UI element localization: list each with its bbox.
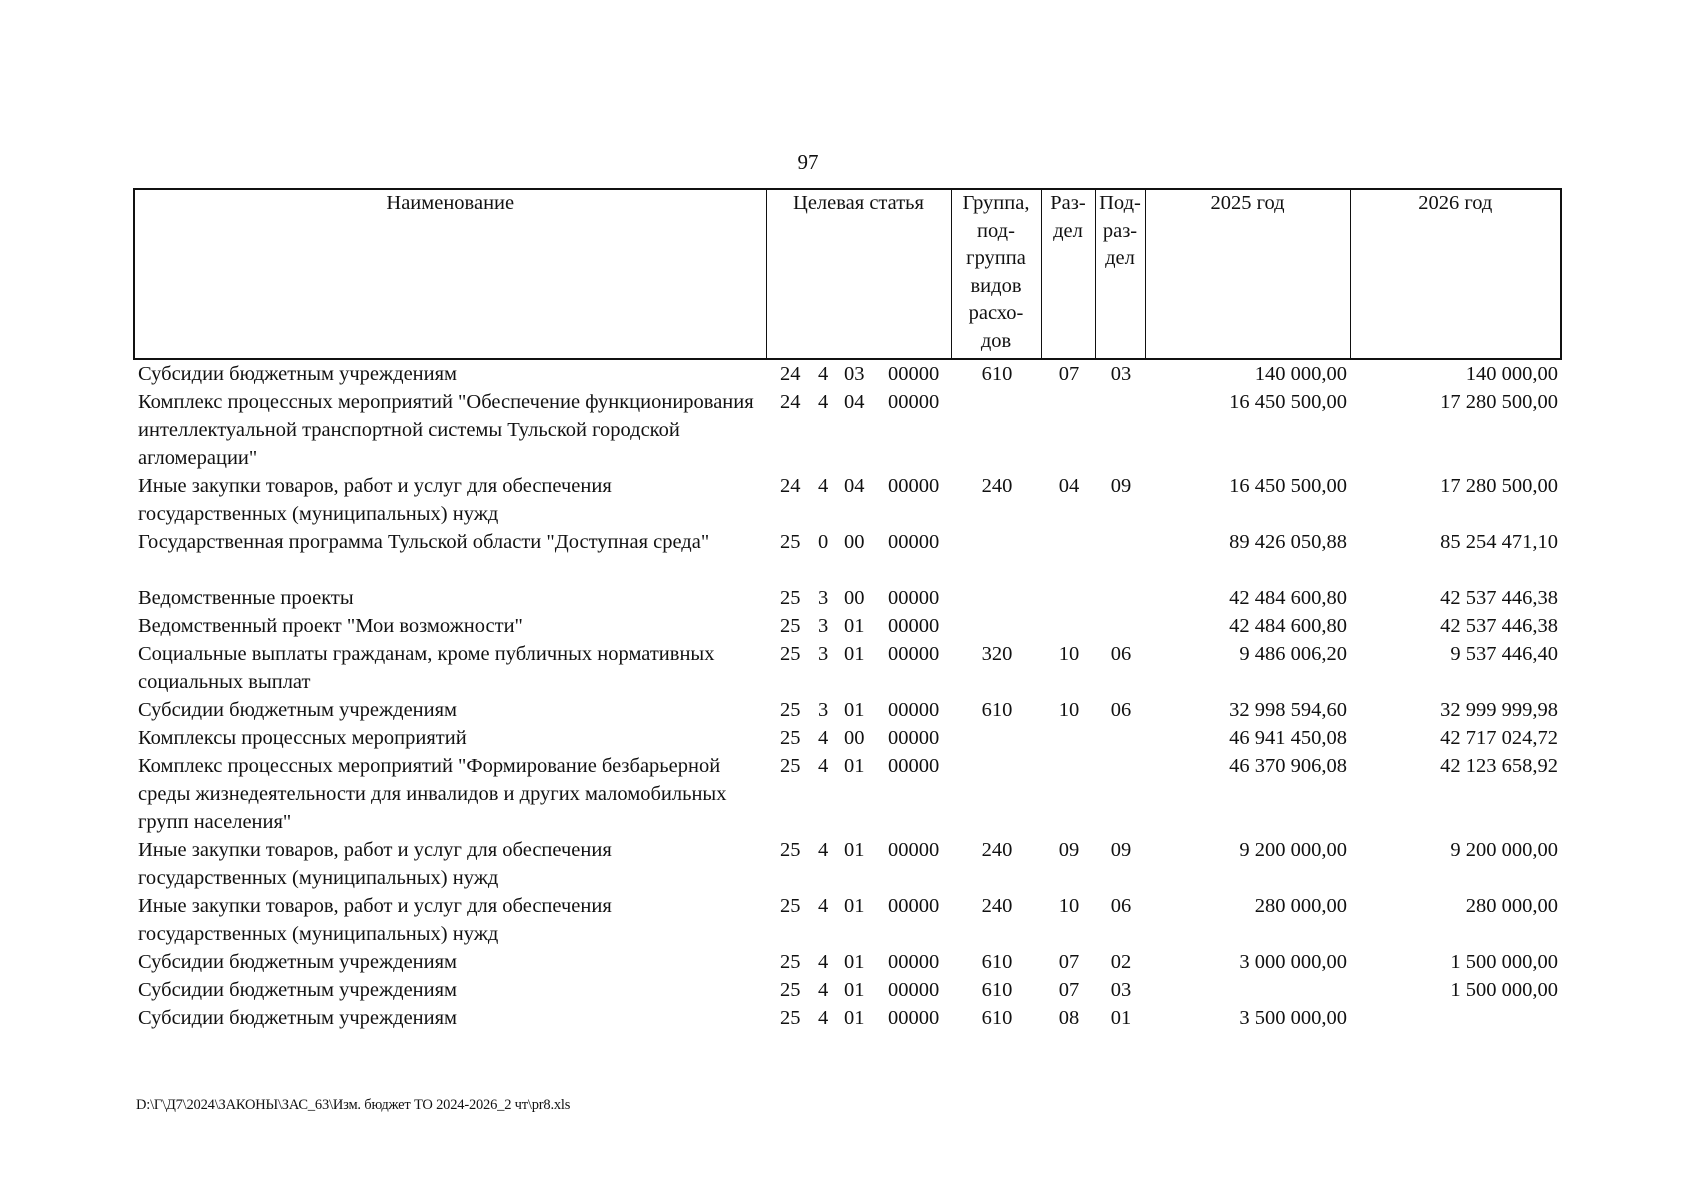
row-amount-2025: 9 200 000,00 [1239, 839, 1347, 861]
row-target-article [766, 1004, 951, 1032]
header-year-2025: 2025 год [1145, 189, 1350, 359]
table-body [134, 359, 1561, 1032]
target-article-part: 04 [844, 391, 865, 413]
row-subsection: 06 [1110, 643, 1132, 665]
row-amount-2025: 46 941 450,08 [1229, 727, 1347, 749]
target-article-part: 01 [844, 895, 865, 917]
row-subsection [1095, 584, 1145, 612]
row-subsection [1095, 752, 1145, 836]
row-expense-group [951, 612, 1041, 640]
row-section: 07 [1058, 951, 1080, 973]
row-expense-group [951, 584, 1041, 612]
target-article-part: 01 [844, 951, 865, 973]
row-target-article [766, 359, 951, 388]
row-amount-2026: 9 200 000,00 [1450, 839, 1558, 861]
target-article-part: 3 [818, 587, 829, 609]
row-section [1041, 584, 1095, 612]
row-name: Иные закупки товаров, работ и услуг для обеспечения государственных (муниципальных) нужд [138, 839, 612, 889]
row-amount-2025: 89 426 050,88 [1229, 531, 1347, 553]
row-name: Ведомственные проекты [138, 587, 354, 609]
row-expense-group: 610 [981, 979, 1013, 1001]
target-article-part: 4 [818, 727, 829, 749]
table-header-row [134, 189, 1561, 359]
row-name: Субсидии бюджетным учреждениям [138, 979, 458, 1001]
row-section [1041, 724, 1095, 752]
target-article-part: 00 [844, 587, 865, 609]
row-expense-group [951, 752, 1041, 836]
row-section [1041, 528, 1095, 584]
target-article-part: 4 [818, 475, 829, 497]
target-article-part: 01 [844, 699, 865, 721]
row-section: 08 [1058, 1007, 1080, 1029]
target-article-part: 00000 [888, 475, 940, 497]
row-section [1041, 388, 1095, 472]
row-amount-2026: 32 999 999,98 [1440, 699, 1558, 721]
header-expense-group: Группа, под- группа видов расхо- дов [951, 189, 1041, 359]
row-amount-2025: 46 370 906,08 [1229, 755, 1347, 777]
target-article-part: 3 [818, 643, 829, 665]
row-amount-2025 [1145, 976, 1350, 1004]
target-article-part: 00000 [888, 643, 940, 665]
row-section: 10 [1058, 895, 1080, 917]
row-subsection: 03 [1110, 363, 1132, 385]
target-article-part: 25 [780, 1007, 801, 1029]
row-amount-2026: 42 123 658,92 [1440, 755, 1558, 777]
target-article-part: 00000 [888, 699, 940, 721]
row-section: 07 [1058, 979, 1080, 1001]
row-subsection: 06 [1110, 699, 1132, 721]
row-subsection [1095, 528, 1145, 584]
target-article-part: 00000 [888, 587, 940, 609]
target-article-part: 01 [844, 615, 865, 637]
target-article-part: 4 [818, 1007, 829, 1029]
target-article-part: 4 [818, 839, 829, 861]
row-target-article [766, 528, 951, 584]
header-section: Раз- дел [1041, 189, 1095, 359]
row-target-article [766, 836, 951, 892]
row-section: 09 [1058, 839, 1080, 861]
target-article-part: 01 [844, 755, 865, 777]
row-expense-group: 610 [981, 699, 1013, 721]
target-article-part: 00000 [888, 615, 940, 637]
row-expense-group [951, 388, 1041, 472]
row-amount-2025: 42 484 600,80 [1229, 587, 1347, 609]
table-row [134, 528, 1561, 584]
target-article-part: 24 [780, 475, 801, 497]
row-target-article [766, 388, 951, 472]
target-article-part: 24 [780, 363, 801, 385]
row-amount-2026 [1350, 1004, 1561, 1032]
row-expense-group [951, 528, 1041, 584]
target-article-part: 00000 [888, 727, 940, 749]
target-article-part: 24 [780, 391, 801, 413]
row-target-article [766, 976, 951, 1004]
target-article-part: 00 [844, 727, 865, 749]
row-subsection: 06 [1110, 895, 1132, 917]
table-row [134, 612, 1561, 640]
table-row [134, 948, 1561, 976]
target-article-part: 25 [780, 951, 801, 973]
row-expense-group: 240 [981, 895, 1013, 917]
row-target-article [766, 696, 951, 724]
budget-table [133, 188, 1562, 1032]
row-target-article [766, 584, 951, 612]
row-name: Субсидии бюджетным учреждениям [138, 699, 458, 721]
target-article-part: 25 [780, 587, 801, 609]
target-article-part: 00000 [888, 839, 940, 861]
row-amount-2025: 280 000,00 [1254, 895, 1347, 917]
table-row [134, 359, 1561, 388]
table-row [134, 724, 1561, 752]
row-amount-2026: 17 280 500,00 [1440, 391, 1558, 413]
row-name: Субсидии бюджетным учреждениям [138, 951, 458, 973]
row-target-article [766, 640, 951, 696]
target-article-part: 00000 [888, 755, 940, 777]
row-amount-2026: 280 000,00 [1465, 895, 1558, 917]
row-target-article [766, 472, 951, 528]
table-row [134, 1004, 1561, 1032]
row-amount-2025: 42 484 600,80 [1229, 615, 1347, 637]
page-number: 97 [797, 150, 819, 174]
row-amount-2026: 42 717 024,72 [1440, 727, 1558, 749]
row-amount-2025: 140 000,00 [1254, 363, 1347, 385]
row-expense-group: 240 [981, 475, 1013, 497]
row-section: 10 [1058, 643, 1080, 665]
header-name: Наименование [134, 189, 766, 359]
target-article-part: 01 [844, 1007, 865, 1029]
target-article-part: 01 [844, 979, 865, 1001]
row-amount-2026: 1 500 000,00 [1450, 951, 1558, 973]
row-name: Субсидии бюджетным учреждениям [138, 1007, 458, 1029]
target-article-part: 25 [780, 699, 801, 721]
row-name: Иные закупки товаров, работ и услуг для обеспечения государственных (муниципальных) нужд [138, 475, 612, 525]
table-row [134, 752, 1561, 836]
row-section: 04 [1058, 475, 1080, 497]
row-amount-2025: 32 998 594,60 [1229, 699, 1347, 721]
target-article-part: 0 [818, 531, 829, 553]
row-subsection [1095, 612, 1145, 640]
row-name: Комплекс процессных мероприятий "Обеспечение функционирования интеллектуальной транспортной системы Тульской городской агломерации" [138, 391, 754, 469]
row-amount-2026: 42 537 446,38 [1440, 587, 1558, 609]
row-target-article [766, 948, 951, 976]
target-article-part: 4 [818, 363, 829, 385]
target-article-part: 01 [844, 839, 865, 861]
row-amount-2025: 9 486 006,20 [1239, 643, 1347, 665]
target-article-part: 4 [818, 979, 829, 1001]
row-subsection: 02 [1110, 951, 1132, 973]
target-article-part: 25 [780, 643, 801, 665]
row-target-article [766, 752, 951, 836]
target-article-part: 3 [818, 699, 829, 721]
row-subsection: 09 [1110, 475, 1132, 497]
target-article-part: 4 [818, 755, 829, 777]
row-name: Иные закупки товаров, работ и услуг для обеспечения государственных (муниципальных) нужд [138, 895, 612, 945]
row-subsection [1095, 388, 1145, 472]
target-article-part: 25 [780, 615, 801, 637]
target-article-part: 00000 [888, 363, 940, 385]
table-row [134, 388, 1561, 472]
row-name: Комплексы процессных мероприятий [138, 727, 467, 749]
header-target-article: Целевая статья [766, 189, 951, 359]
row-expense-group: 240 [981, 839, 1013, 861]
row-section [1041, 612, 1095, 640]
row-section [1041, 752, 1095, 836]
target-article-part: 25 [780, 839, 801, 861]
target-article-part: 4 [818, 391, 829, 413]
row-target-article [766, 612, 951, 640]
target-article-part: 00000 [888, 951, 940, 973]
row-amount-2026: 42 537 446,38 [1440, 615, 1558, 637]
row-amount-2026: 9 537 446,40 [1450, 643, 1558, 665]
table-row [134, 836, 1561, 892]
table-row [134, 976, 1561, 1004]
row-target-article [766, 724, 951, 752]
row-name: Комплекс процессных мероприятий "Формирование безбарьерной среды жизнедеятельности для инвалидов и других маломобильных групп населения" [138, 755, 727, 833]
row-amount-2026: 140 000,00 [1465, 363, 1558, 385]
row-expense-group [951, 724, 1041, 752]
table-row [134, 640, 1561, 696]
row-amount-2025: 3 500 000,00 [1239, 1007, 1347, 1029]
row-section: 07 [1058, 363, 1080, 385]
target-article-part: 00000 [888, 895, 940, 917]
row-name: Субсидии бюджетным учреждениям [138, 363, 458, 385]
row-subsection [1095, 724, 1145, 752]
target-article-part: 3 [818, 615, 829, 637]
row-expense-group: 320 [981, 643, 1013, 665]
target-article-part: 00000 [888, 531, 940, 553]
target-article-part: 25 [780, 979, 801, 1001]
target-article-part: 00000 [888, 391, 940, 413]
row-subsection: 01 [1110, 1007, 1132, 1029]
row-subsection: 09 [1110, 839, 1132, 861]
target-article-part: 00 [844, 531, 865, 553]
target-article-part: 04 [844, 475, 865, 497]
target-article-part: 01 [844, 643, 865, 665]
row-subsection: 03 [1110, 979, 1132, 1001]
header-subsection: Под- раз- дел [1095, 189, 1145, 359]
row-name: Социальные выплаты гражданам, кроме публичных нормативных социальных выплат [138, 643, 715, 693]
row-amount-2025: 3 000 000,00 [1239, 951, 1347, 973]
header-year-2026: 2026 год [1350, 189, 1561, 359]
target-article-part: 25 [780, 531, 801, 553]
row-amount-2026: 17 280 500,00 [1440, 475, 1558, 497]
row-expense-group: 610 [981, 363, 1013, 385]
target-article-part: 25 [780, 895, 801, 917]
row-amount-2026: 85 254 471,10 [1440, 531, 1558, 553]
row-target-article [766, 892, 951, 948]
target-article-part: 00000 [888, 979, 940, 1001]
target-article-part: 25 [780, 755, 801, 777]
target-article-part: 25 [780, 727, 801, 749]
row-name: Ведомственный проект "Мои возможности" [138, 615, 523, 637]
target-article-part: 00000 [888, 1007, 940, 1029]
row-section: 10 [1058, 699, 1080, 721]
table-row [134, 472, 1561, 528]
row-expense-group: 610 [981, 951, 1013, 973]
target-article-part: 4 [818, 951, 829, 973]
table-row [134, 584, 1561, 612]
row-amount-2025: 16 450 500,00 [1229, 475, 1347, 497]
row-amount-2025: 16 450 500,00 [1229, 391, 1347, 413]
row-name: Государственная программа Тульской области "Доступная среда" [138, 531, 710, 553]
footer-file-path: D:\Г\Д7\2024\ЗАКОНЫ\ЗАС_63\Изм. бюджет ТО 2024-2026_2 чт\pr8.xls [136, 1097, 571, 1113]
row-amount-2026: 1 500 000,00 [1450, 979, 1558, 1001]
table-row [134, 696, 1561, 724]
row-expense-group: 610 [981, 1007, 1013, 1029]
table-row [134, 892, 1561, 948]
target-article-part: 03 [844, 363, 865, 385]
target-article-part: 4 [818, 895, 829, 917]
